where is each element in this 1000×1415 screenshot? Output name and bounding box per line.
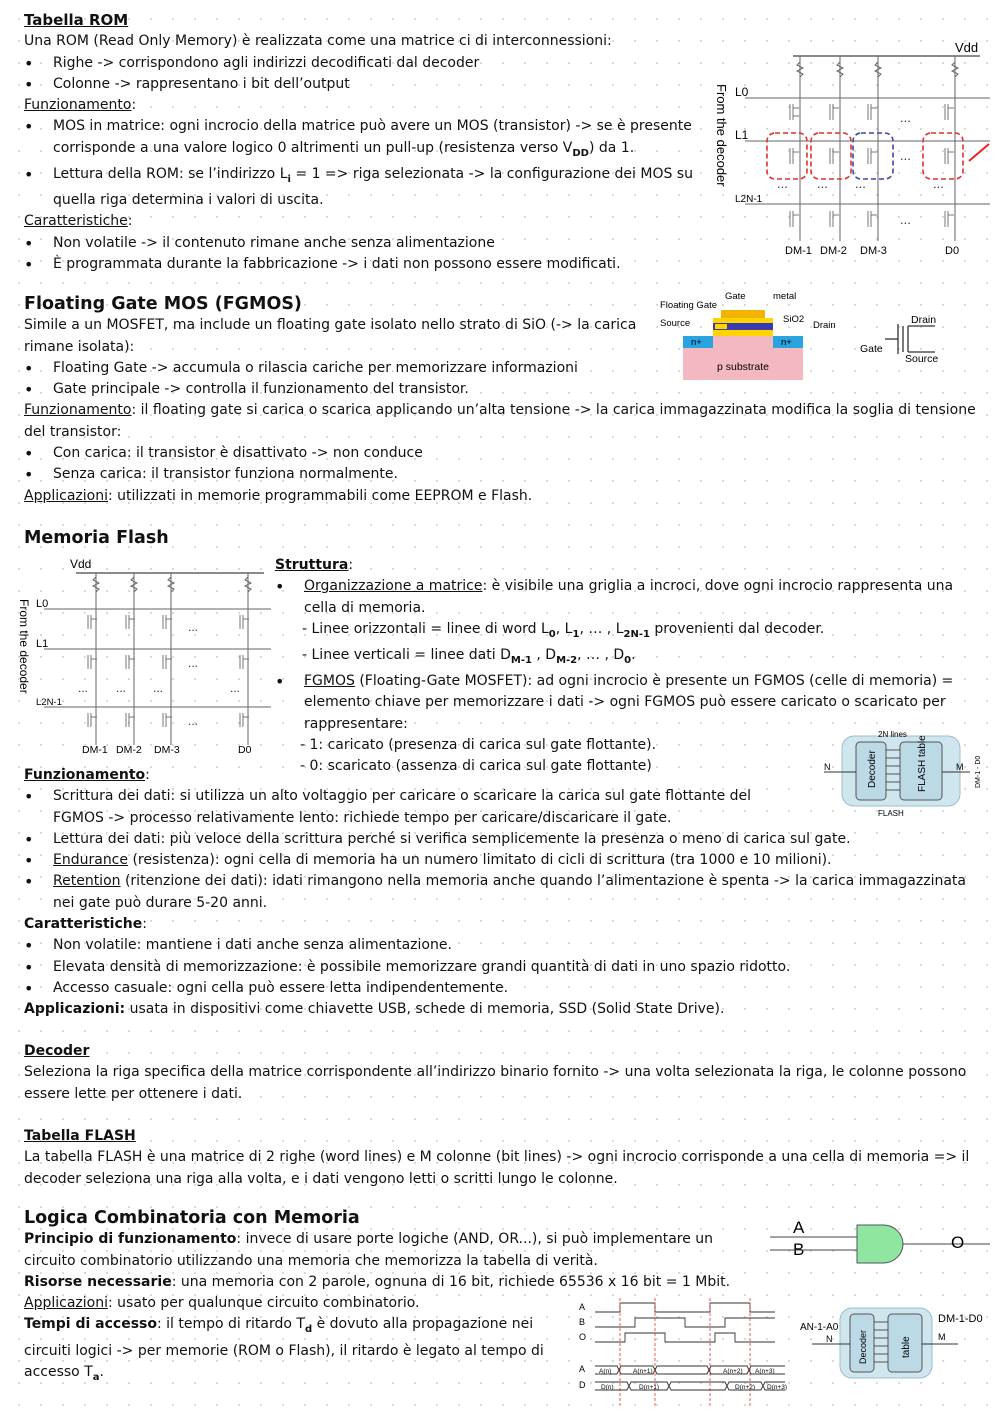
svg-text:D(n): D(n) [601,1384,614,1391]
svg-text:...: ... [900,148,911,163]
svg-text:A(n): A(n) [599,1368,612,1375]
svg-text:D0: D0 [238,744,252,756]
svg-text:DM-3: DM-3 [860,245,887,257]
fgmos-func-bullets [24,443,984,486]
svg-text:DM-3: DM-3 [154,744,180,756]
list-item: - Linee verticali = linee dati $D_{M-1}$ , $D_{M-2}$, … , $D_0$. [302,646,636,666]
rom-bullets [24,53,704,96]
svg-text:N: N [824,762,831,772]
memory-block-figure [798,1300,993,1385]
svg-text:DM-2: DM-2 [820,245,847,257]
svg-text:...: ... [933,176,944,191]
svg-text:...: ... [188,620,199,634]
svg-text:2N lines: 2N lines [878,730,907,739]
svg-text:D(n+3): D(n+3) [767,1384,788,1391]
flash-matrix-figure [16,555,278,760]
svg-text:A: A [793,1218,805,1237]
list-item: • Elevata densità di memorizzazione: è possibile memorizzare grandi quantità di dati in uno spazio ridotto. [24,957,986,978]
svg-text:FLASH table: FLASH table [917,735,928,792]
svg-text:DM-1: DM-1 [82,744,108,756]
rom-func-bullets [24,116,704,211]
svg-text:B: B [579,1317,586,1327]
svg-text:DM-1: DM-1 [785,245,812,257]
flash-title: Memoria Flash [24,528,169,548]
list-item: - 1: caricato (presenza di carica sul gate flottante). [300,736,657,753]
svg-text:From the decoder: From the decoder [17,599,31,694]
decoder-title: Decoder [24,1043,90,1059]
svg-text:L2N-1: L2N-1 [735,194,763,205]
svg-text:SiO2: SiO2 [783,314,805,325]
fgmos-intro: Simile a un MOSFET, ma include un floating gate isolato nello strato di SiO (-> la carica rimane isolata): [24,317,637,355]
svg-text:M: M [956,762,964,772]
svg-text:...: ... [900,212,911,227]
svg-text:Drain: Drain [911,314,937,326]
svg-text:L0: L0 [36,598,49,610]
rom-char-bullets [24,233,704,276]
list-item: • Non volatile: mantiene i dati anche senza alimentazione. [24,935,986,956]
svg-text:Source: Source [905,353,939,365]
svg-text:p substrate: p substrate [717,361,769,373]
list-item: • Floating Gate -> accumula o rilascia cariche per memorizzare informazioni [24,358,984,379]
fgmos-figure [655,288,980,384]
list-item: • FGMOS (Floating-Gate MOSFET): ad ogni incrocio è presente un FGMOS (celle di memoria) = elemento chiave per memorizzare i dati -> ogni FGMOS può essere caricato o scaricato per rappresentare: [275,671,965,735]
timing-diagram [575,1298,795,1406]
svg-text:Decoder: Decoder [858,1329,868,1364]
list-item: • Organizzazione a matrice: è visibile una griglia a incroci, dove ogni incrocio rappresenta una cella di memoria. [275,576,965,619]
list-item: • MOS in matrice: ogni incrocio della matrice può avere un MOS (transistor) -> se è presente corrisponde a una valore logico 0 altrimenti un pull-up (resistenza verso $V_{DD}$) da 1. [24,116,704,163]
list-item: • Lettura dei dati: più veloce della scrittura perché si verifica semplicemente la presenza o meno di carica sul gate. [24,829,986,850]
svg-text:A(n+1): A(n+1) [633,1368,653,1375]
decoder-label: From the decoder [714,84,729,187]
svg-text:O: O [579,1332,587,1342]
logic-title: Logica Combinatoria con Memoria [24,1208,360,1228]
svg-text:...: ... [900,110,911,125]
fgmos-title: Floating Gate MOS (FGMOS) [24,294,302,314]
svg-text:Source: Source [660,318,691,329]
svg-text:D(n+2): D(n+2) [735,1384,756,1391]
decoder-section: Decoder Seleziona la riga specifica della matrice corrispondente all’indirizzo binario fornito -> una volta selezionata la riga, le colonne possono essere lette per ottenere i dati. [24,1041,979,1105]
svg-text:DM-1-D0: DM-1-D0 [938,1313,983,1325]
svg-text:FLASH: FLASH [878,809,904,818]
svg-text:D0: D0 [945,245,960,257]
list-item: - 0: scaricato (assenza di carica sul gate flottante) [300,758,652,775]
list-item: • Endurance (resistenza): ogni cella di memoria ha un numero limitato di cicli di scrittura (tra 1000 e 10 milioni). [24,850,986,871]
svg-text:Gate: Gate [860,343,883,355]
svg-text:A: A [579,1364,586,1374]
svg-text:table: table [901,1336,912,1358]
list-item: - Linee orizzontali = linee di word $L_0$, $L_1$, … , $L_{2N-1}$ provenienti dal decoder. [302,620,825,640]
list-item: • Senza carica: il transistor funziona normalmente. [24,464,984,485]
svg-text:L1: L1 [735,128,749,142]
rom-func-heading: Funzionamento: [24,97,137,114]
svg-text:n+: n+ [691,337,702,348]
svg-text:...: ... [78,681,89,695]
svg-text:O: O [951,1233,965,1252]
rom-intro: Una ROM (Read Only Memory) è realizzata come una matrice ci di interconnessioni: [24,33,612,50]
list-item: • Con carica: il transistor è disattivato -> non conduce [24,443,984,464]
list-item: • Non volatile -> il contenuto rimane anche senza alimentazione [24,233,704,254]
svg-text:D: D [579,1380,586,1390]
svg-text:n+: n+ [781,337,792,348]
svg-text:DM-2: DM-2 [116,744,142,756]
flash-details: Funzionamento: • Scrittura dei dati: si utilizza un alto voltaggio per caricare o scaricare la carica sul gate flottante del FGMOS -> processo relativamente lento: richiede tempo per caricare/discaricare il gate. • Lettura dei dati: più veloce della scrittura perché si verifica semplicemente la presenza o meno di carica sul gate. • Endurance (resistenza): ogni cella di memoria ha un numero limitato di cicli di scrittura (tra 1000 e 10 milioni). • Retention (ritenzione dei dati): idati rimangono nella memoria anche quando l’alimentazione è spenta -> la carica immagazzinata nei gate può durare 5-20 anni. Caratteristiche: • Non volatile: mantiene i dati anche senza alimentazione. • Elevata densità di memorizzazione: è possibile memorizzare grandi quantità di dati in uno spazio ridotto. • Accesso casuale: ogni cella può essere letta indipendentemente. Applicazioni: usata in dispositivi come chiavette USB, schede di memoria, SSD (Solid State Drive). [24,765,986,1021]
svg-text:N: N [826,1334,833,1344]
svg-text:AN-1-A0: AN-1-A0 [800,1322,839,1333]
rom-matrix-figure [705,36,995,261]
svg-text:Gate: Gate [725,291,746,302]
svg-text:...: ... [855,176,866,191]
svg-text:...: ... [230,681,241,695]
svg-text:...: ... [116,681,127,695]
svg-text:A(n+3): A(n+3) [755,1368,775,1375]
svg-text:Decoder: Decoder [867,750,878,788]
svg-text:...: ... [777,176,788,191]
flash-table-title: Tabella FLASH [24,1128,136,1144]
list-item: • Gate principale -> controlla il funzionamento del transistor. [24,379,984,400]
svg-text:B: B [793,1240,805,1259]
svg-text:D(n+1): D(n+1) [639,1384,660,1391]
flash-structure: Struttura: • Organizzazione a matrice: è visibile una griglia a incroci, dove ogni incrocio rappresenta una cella di memoria. - Linee orizzontali = linee di word $L_0$, $L_1$, … , $L_{2N-1}$ provenienti dal decoder. - Linee verticali = linee dati $D_{M-1}$ , $D_{M-2}$, … , $D_0$. • FGMOS (Floating-Gate MOSFET): ad ogni incrocio è presente un FGMOS (celle di memoria) = elemento chiave per memorizzare i dati -> ogni FGMOS può essere caricato o scaricato per rappresentare: - 1: caricato (presenza di carica sul gate flottante). - 0: scaricato (assenza di carica sul gate flottante) [275,555,965,778]
logic-gate-figure [765,1215,995,1270]
svg-text:A(n+2): A(n+2) [723,1368,743,1375]
svg-text:Floating Gate: Floating Gate [660,300,718,311]
svg-text:metal: metal [773,291,797,302]
svg-text:Vdd: Vdd [70,557,92,571]
fgmos-app: Applicazioni: utilizzati in memorie programmabili come EEPROM e Flash. [24,487,533,504]
logic-section: Logica Combinatoria con Memoria Principio di funzionamento: invece di usare porte logiche (AND, OR...), si può implementare un circuito combinatorio utilizzando una memoria che memorizza la tabella di verità. Risorse necessarie: una memoria con 2 parole, ognuna di 16 bit, richiede 65536 x 16 bit = 1 Mbit. Applicazioni: usato per qualunque circuito combinatorio. Tempi di accesso: il tempo di ritardo $T_d$ è dovuto alla propagazione nei circuiti logici -> per memorie (ROM o Flash), il ritardo è legato al tempo di accesso $T_a$. [24,1208,749,1388]
svg-text:...: ... [188,714,199,728]
rom-section [24,10,704,275]
rom-char-heading: Caratteristiche: [24,213,133,230]
svg-text:M: M [938,1332,946,1342]
list-item: • È programmata durante la fabbricazione -> i dati non possono essere modificati. [24,254,704,275]
svg-text:L0: L0 [735,85,749,99]
flash-table-section: Tabella FLASH La tabella FLASH è una matrice di 2 righe (word lines) e M colonne (bit lines) -> ogni incrocio corrisponde a una cella di memoria => il decoder seleziona una riga alla volta, e i dati vengono letti o scritti lungo le colonne. [24,1126,984,1190]
list-item: • Scrittura dei dati: si utilizza un alto voltaggio per caricare o scaricare la carica sul gate flottante del FGMOS -> processo relativamente lento: richiede tempo per caricare/discaricare il gate. [24,786,793,829]
list-item: • Lettura della ROM: se l’indirizzo $L_i = 1$ => riga selezionata -> la configurazione dei MOS su quella riga determina i valori di uscita. [24,164,733,211]
svg-text:...: ... [188,656,199,670]
list-item: • Retention (ritenzione dei dati): idati rimangono nella memoria anche quando l’alimentazione è spenta -> la carica immagazzinata nei gate può durare 5-20 anni. [24,871,986,914]
fgmos-func: Funzionamento: il floating gate si carica o scarica applicando un’alta tensione -> la carica immagazzinata modifica la soglia di tensione del transistor: [24,402,976,440]
svg-text:L1: L1 [36,638,49,650]
svg-text:...: ... [817,176,828,191]
svg-text:A: A [579,1302,586,1312]
vdd-label: Vdd [955,40,979,55]
list-item: • Accesso casuale: ogni cella può essere letta indipendentemente. [24,978,986,999]
svg-text:DM-1 - D0: DM-1 - D0 [975,755,982,788]
list-item: • Righe -> corrispondono agli indirizzi decodificati dal decoder [24,53,704,74]
svg-text:L2N-1: L2N-1 [36,697,62,708]
svg-text:...: ... [153,681,164,695]
list-item: • Colonne -> rappresentano i bit dell’output [24,74,704,95]
svg-text:Drain: Drain [813,320,836,331]
rom-title: Tabella ROM [24,11,129,29]
